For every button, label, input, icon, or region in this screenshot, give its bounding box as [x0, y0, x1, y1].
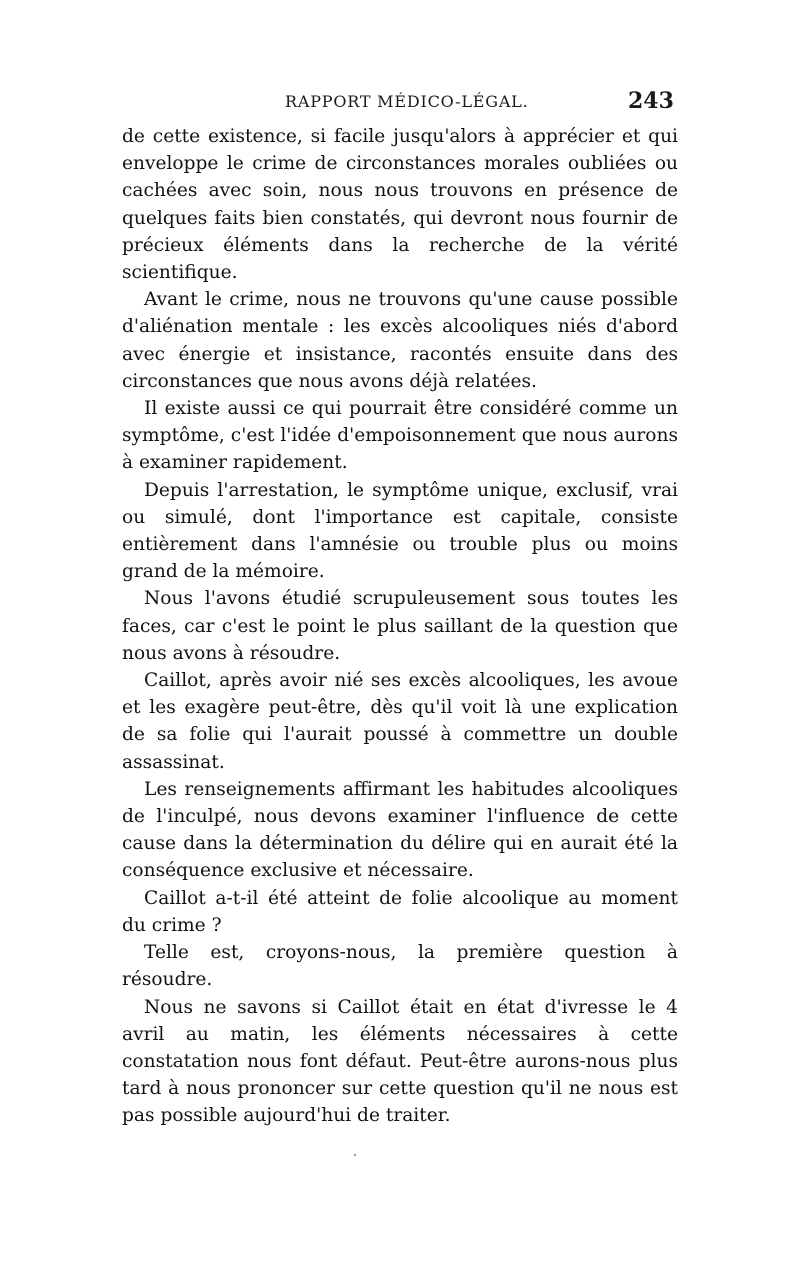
print-speck-icon	[350, 1150, 360, 1160]
body-text	[122, 123, 678, 1130]
paragraph-8: Caillot a-t-il été atteint de folie alcoolique au moment du crime ?	[122, 887, 678, 936]
page-number: 243	[628, 88, 674, 114]
paragraph-3: Il existe aussi ce qui pourrait être considéré comme un symptôme, c'est l'idée d'empoisonnement que nous aurons à examiner rapidement.	[122, 398, 678, 474]
paragraph-1: de cette existence, si facile jusqu'alors à apprécier et qui enveloppe le crime de circonstances morales oubliées ou cachées avec soin, nous nous trouvons en présence de quelques faits bien constatés, qui devront nous fournir de précieux éléments dans la recherche de la vérité scientifique.	[122, 126, 678, 284]
page-header	[0, 88, 800, 128]
paragraph-2: Avant le crime, nous ne trouvons qu'une cause possible d'aliénation mentale : les excès alcooliques niés d'abord avec énergie et insistance, racontés ensuite dans des circonstances que nous avons déjà relatées.	[122, 289, 678, 392]
paragraph-9: Telle est, croyons-nous, la première question à résoudre.	[122, 942, 678, 991]
paragraph-4: Depuis l'arrestation, le symptôme unique, exclusif, vrai ou simulé, dont l'importance est capitale, consiste entièrement dans l'amnésie ou trouble plus ou moins grand de la mémoire.	[122, 479, 678, 583]
paragraph-5: Nous l'avons étudié scrupuleusement sous toutes les faces, car c'est le point le plus saillant de la question que nous avons à résoudre.	[122, 588, 678, 664]
paragraph-6: Caillot, après avoir nié ses excès alcooliques, les avoue et les exagère peut-être, dès qu'il voit là une explication de sa folie qui l'aurait poussé à commettre un double assassinat.	[122, 670, 678, 773]
running-title: RAPPORT MÉDICO-LÉGAL.	[285, 92, 529, 111]
paragraph-7: Les renseignements affirmant les habitudes alcooliques de l'inculpé, nous devons examiner l'influence de cette cause dans la détermination du délire qui en aurait été la conséquence exclusive et nécessaire.	[122, 778, 678, 882]
paragraph-10: Nous ne savons si Caillot était en état d'ivresse le 4 avril au matin, les éléments nécessaires à cette constatation nous font défaut. Peut-être aurons-nous plus tard à nous prononcer sur cette question qu'il ne nous est pas possible aujourd'hui de traiter.	[122, 996, 678, 1127]
